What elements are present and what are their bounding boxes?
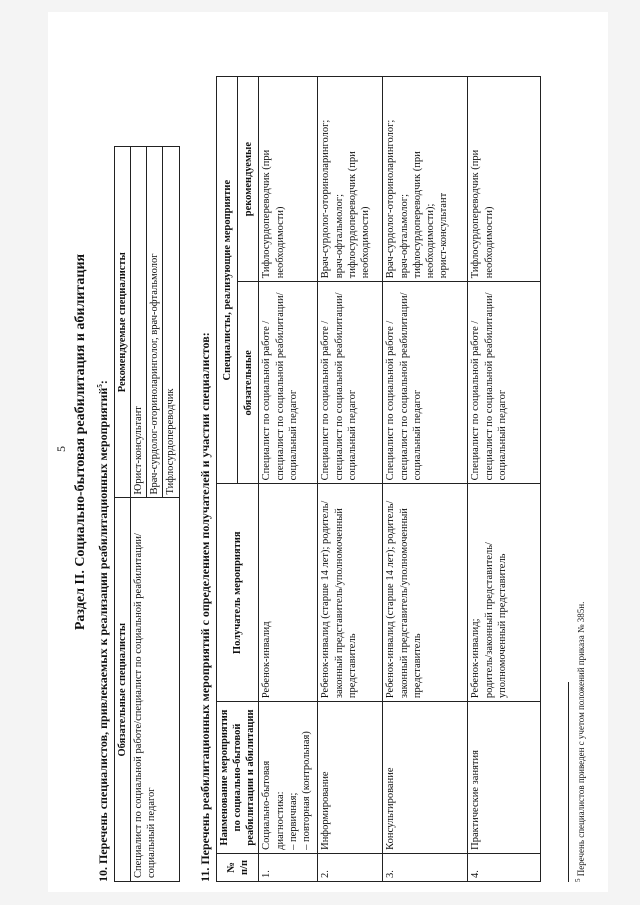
section-title: Раздел II. Социально-бытовая реабилитация и абилитация: [73, 253, 88, 631]
table-row: [318, 77, 383, 882]
col-specialists-header: Специалисты, реализующие мероприятие: [217, 77, 238, 484]
measure-recommended: Тифлосурдопереводчик (при необходимости): [468, 77, 541, 282]
measure-name: Консультирование: [383, 702, 468, 854]
col-recommended-header: рекомендуемые: [238, 77, 259, 282]
specialists-table-header: [115, 147, 131, 882]
table-row: [131, 147, 147, 882]
col-recommended-header: Рекомендуемые специалисты: [115, 147, 131, 498]
col-recipient-header: Получатель мероприятия: [217, 484, 259, 702]
measure-obligatory: Специалист по социальной работе /специалист по социальной реабилитации/социальный педагог: [318, 282, 383, 484]
recommended-specialist-cell: Юрист-консультант: [131, 147, 147, 498]
footnote-ref: 5: [96, 384, 104, 388]
measure-name: Практические занятия: [468, 702, 541, 854]
measure-recipient: Ребенок-инвалид; родитель/законный представитель/уполномоченный представитель: [468, 484, 541, 702]
row-number: 2.: [318, 853, 383, 881]
col-name-header: Наименование мероприятия по социально-бытовой реабилитации и абилитации: [217, 702, 259, 854]
recommended-specialist-cell: Тифлосурдопереводчик: [163, 147, 179, 498]
measure-name: Информирование: [318, 702, 383, 854]
measure-obligatory: Специалист по социальной работе /специалист по социальной реабилитации/социальный педагог: [383, 282, 468, 484]
measure-recipient: Ребенок-инвалид: [259, 484, 318, 702]
recommended-specialist-cell: Врач-сурдолог-оториноларинголог, врач-офтальмолог: [147, 147, 163, 498]
table-row: [383, 77, 468, 882]
row-number: 3.: [383, 853, 468, 881]
row-number: 4.: [468, 853, 541, 881]
measures-table-header: [217, 77, 238, 882]
col-obligatory-header: Обязательные специалисты: [115, 498, 131, 882]
measure-recipient: Ребенок-инвалид (старше 14 лет); родитель/законный представитель/уполномоченный представитель: [318, 484, 383, 702]
footnote: [574, 602, 587, 882]
col-obligatory-header: обязательные: [238, 282, 259, 484]
specialists-table: [114, 146, 180, 882]
obligatory-specialists-cell: Специалист по социальной работе/специалист по социальной реабилитации/социальный педагог: [131, 498, 179, 882]
table-row: [468, 77, 541, 882]
section-11-heading: 11. Перечень реабилитационных мероприятий с определением получателей и участии специалистов:: [198, 332, 212, 882]
rotated-page-content: [48, 12, 608, 892]
measure-recommended: Врач-сурдолог-оториноларинголог; врач-офтальмолог; тифлосурдопереводчик (при необходимости); юрист-консультант: [383, 77, 468, 282]
row-number: 1.: [259, 853, 318, 881]
measure-recipient: Ребенок-инвалид (старше 14 лет); родитель/законный представитель/уполномоченный представитель: [383, 484, 468, 702]
measures-table: [216, 76, 541, 882]
page-number: 5: [54, 446, 68, 452]
footnote-divider: [568, 682, 569, 882]
table-row: [259, 77, 318, 882]
measure-obligatory: Специалист по социальной работе /специалист по социальной реабилитации/социальный педагог: [468, 282, 541, 484]
section-10-heading-text: 10. Перечень специалистов, привлекаемых к реализации реабилитационных мероприятий: [96, 387, 110, 882]
measure-obligatory: Специалист по социальной работе /специалист по социальной реабилитации/социальный педагог: [259, 282, 318, 484]
section-10-heading: [96, 380, 111, 882]
document-page: [48, 12, 608, 892]
measure-recommended: Тифлосурдопереводчик (при необходимости): [259, 77, 318, 282]
section-10-heading-colon: :: [96, 380, 110, 385]
footnote-marker: 5: [574, 878, 582, 882]
measure-name: Социально-бытовая диагностика: – первичная; – повторная (контрольная): [259, 702, 318, 854]
footnote-text: Перечень специалистов приведен с учетом положений приказа № 385н.: [576, 601, 586, 877]
col-num-header: № п/п: [217, 853, 259, 881]
measure-recommended: Врач-сурдолог-оториноларинголог; врач-офтальмолог; тифлосурдопереводчик (при необходимости): [318, 77, 383, 282]
